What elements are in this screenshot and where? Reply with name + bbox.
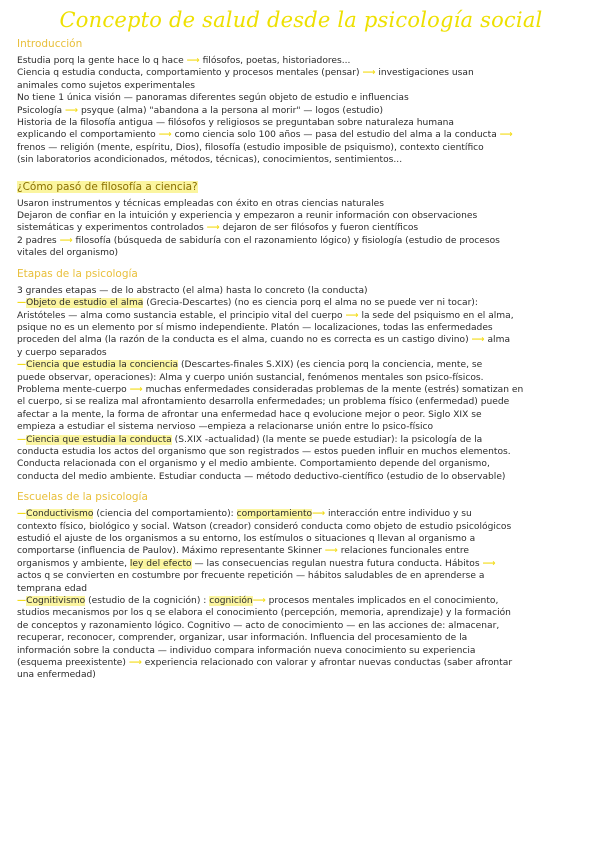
note-line [17, 657, 585, 669]
note-line [17, 434, 585, 446]
section-heading: ¿Cómo pasó de filosofía a ciencia? [17, 180, 198, 193]
note-text: estudió el ajuste de los organismos a su entorno, los estímulos o situaciones q llevan al organismo a [17, 534, 476, 544]
note-line [17, 372, 585, 384]
note-text: animales como sujetos experimentales [17, 80, 195, 91]
note-text: empieza a estudiar el sistema nervioso —empieza a relacionarse unión entre lo psico-físico [17, 422, 434, 433]
note-text: Ciencia q estudia conducta, comportamiento y procesos mentales (pensar) [17, 68, 363, 79]
note-text: sistemáticas y experimentos controlados [17, 223, 207, 234]
arrow-icon: — [17, 509, 27, 520]
note-text: actos q se convierten en costumbre por frecuente repetición — hábitos saludables de en aprenderse a [17, 571, 485, 582]
note-line [17, 396, 585, 408]
note-text: Psicología [17, 105, 66, 116]
note-line [17, 285, 585, 297]
note-text: procesos mentales implicados en el conocimiento, [265, 596, 499, 607]
section-4 [17, 491, 585, 682]
section-2 [17, 175, 585, 260]
note-line [17, 446, 585, 458]
note-text: Estudia porq la gente hace lo q hace [17, 56, 187, 66]
note-text: (sin laboratorios acondicionados, métodos, técnicas), conocimientos, sentimientos... [17, 155, 403, 166]
note-line [17, 322, 585, 334]
note-line [17, 471, 585, 483]
note-text: vitales del organismo) [17, 248, 119, 259]
note-line [17, 210, 585, 222]
note-text: puede observar, operaciones): Alma y cuerpo unión sustancial, fenómenos mentales son psico-físicos. [17, 372, 484, 383]
note-text: (estudio de la cognición) : [85, 596, 210, 607]
note-line [17, 583, 585, 595]
note-text: (esquema preexistente) [17, 658, 129, 669]
note-line [17, 359, 585, 371]
note-line [17, 632, 585, 644]
arrow-icon: — [17, 360, 27, 371]
note-text: y cuerpo separados [17, 347, 107, 358]
note-line [17, 558, 585, 570]
note-line [17, 247, 585, 259]
note-text: contexto físico, biológico y social. Watson (creador) consideró conducta como objeto de estudio psicológicos [17, 521, 512, 532]
note-line [17, 645, 585, 657]
note-line [17, 55, 585, 67]
section-3 [17, 268, 585, 484]
note-text: la sede del psiquismo en el alma, [358, 310, 514, 321]
note-text: (ciencia del comportamiento): [93, 509, 237, 520]
note-text: Conducta relacionada con el organismo y el medio ambiente. Comportamiento depende del organismo, [17, 459, 490, 470]
note-line [17, 80, 585, 92]
note-text: temprana edad [17, 583, 88, 594]
note-text: Dejaron de confiar en la intuición y experiencia y empezaron a reunir información con observaciones [17, 211, 478, 222]
note-text: muchas enfermedades consideradas problemas de la mente (estrés) somatizan en [142, 384, 524, 395]
note-text: relaciones funcionales entre [337, 546, 470, 557]
arrow-icon: — [17, 434, 27, 445]
section-heading: Escuelas de la psicología [17, 491, 148, 504]
note-text: Aristóteles — alma como sustancia estable, el principio vital del cuerpo [17, 310, 346, 321]
highlighted-term: Ciencia que estudia la conciencia [26, 360, 179, 371]
note-text: (Grecia-Descartes) (no es ciencia porq el alma no se puede ver ni tocar): [143, 298, 478, 309]
arrow-icon: ⟶ [158, 130, 172, 141]
section-heading: Etapas de la psicología [17, 267, 138, 280]
note-line [17, 67, 585, 79]
note-text: investigaciones usan [375, 68, 474, 79]
note-text: 3 grandes etapas — de lo abstracto (el alma) hasta lo concreto (la conducta) [17, 285, 368, 296]
note-text: filosofía (búsqueda de sabiduría con el razonamiento lógico) y fisiología (estudio de procesos [72, 235, 500, 246]
arrow-icon: ⟶ [482, 558, 496, 569]
note-text: como ciencia solo 100 años — pasa del estudio del alma a la conducta [171, 130, 500, 141]
note-text: una enfermedad) [17, 670, 96, 681]
arrow-icon: — [17, 298, 27, 309]
note-line [17, 521, 585, 533]
note-text: de conceptos y razonamiento lógico. Cognitivo — acto de conocimiento — en las acciones de: almacenar, [17, 620, 500, 631]
note-text: información sobre la conducta — individuo compara información nueva conocimiento su experiencia [17, 645, 476, 656]
note-text: frenos — religión (mente, espíritu, Dios), filosofía (estudio imposible de psiquismo), contexto científico [17, 142, 484, 153]
arrow-icon: ⟶ [312, 509, 326, 520]
note-line [17, 142, 585, 154]
note-line [17, 458, 585, 470]
note-text: conducta estudia los actos del organismo que son registrados — estos pueden influir en muchos elementos. [17, 446, 511, 457]
note-text: studios mecanismos por los q se elabora el conocimiento (percepción, memoria, aprendizaje) y la formación [17, 608, 511, 619]
note-line [17, 533, 585, 545]
arrow-icon: ⟶ [499, 130, 513, 141]
note-text: alma [484, 335, 511, 346]
note-line [17, 334, 585, 346]
highlighted-term: Objeto de estudio el alma [26, 298, 144, 309]
arrow-icon: ⟶ [471, 335, 485, 346]
note-line [17, 347, 585, 359]
notes-content [17, 38, 585, 682]
note-text: explicando el comportamiento [17, 130, 159, 141]
note-line [17, 384, 585, 396]
note-line [17, 508, 585, 520]
note-text: Historia de la filosofía antigua — filósofos y religiosos se preguntaban sobre naturaleza humana [17, 118, 454, 129]
note-text: Usaron instrumentos y técnicas empleadas con éxito en otras ciencias naturales [17, 198, 384, 209]
note-line [17, 198, 585, 210]
arrow-icon: ⟶ [65, 105, 79, 116]
note-line [17, 669, 585, 681]
note-text: conducta del medio ambiente. Estudiar conducta — método deductivo-científico (estudio de lo observable) [17, 471, 506, 482]
note-text: recuperar, reconocer, comprender, organizar, usar información. Influencia del procesamiento de la [17, 633, 468, 644]
note-text: psyque (alma) "abandona a la persona al morir" — logos (estudio) [78, 105, 384, 116]
arrow-icon: ⟶ [252, 596, 266, 607]
note-line [17, 129, 585, 141]
note-line [17, 105, 585, 117]
note-line [17, 154, 585, 166]
note-line [17, 570, 585, 582]
page-title: Concepto de salud desde la psicología social [59, 8, 543, 32]
highlighted-term: comportamiento [236, 509, 313, 520]
note-text: el cuerpo, si se realiza mal afrontamiento desarrolla enfermedades; un problema físico (enfermedad) puede [17, 397, 510, 408]
note-text: filósofos, poetas, historiadores... [199, 56, 351, 66]
note-text: comportarse (influencia de Paulov). Máximo representante Skinner [17, 546, 325, 557]
note-text: experiencia relacionado con valorar y afrontar nuevas conductas (saber afrontar [141, 658, 513, 669]
note-line [17, 421, 585, 433]
note-text: organismos y ambiente, [17, 558, 130, 569]
note-line [17, 235, 585, 247]
note-text: proceden del alma (la razón de la conducta es el alma, cuando no es correcta es un castigo divino) [17, 335, 472, 346]
section-1 [17, 38, 585, 167]
note-line [17, 595, 585, 607]
arrow-icon: — [17, 596, 27, 607]
note-line [17, 409, 585, 421]
highlighted-term: Ciencia que estudia la conducta [26, 434, 172, 445]
arrow-icon: ⟶ [206, 223, 220, 234]
note-text: (S.XIX -actualidad) (la mente se puede estudiar): la psicología de la [171, 434, 483, 445]
note-line [17, 607, 585, 619]
arrow-icon: ⟶ [362, 68, 376, 79]
note-line [17, 117, 585, 129]
note-line [17, 92, 585, 104]
arrow-icon: ⟶ [186, 56, 200, 66]
note-text: — las consecuencias regulan nuestra futura conducta. Hábitos [191, 558, 483, 569]
note-text: interacción entre individuo y su [325, 509, 472, 520]
arrow-icon: ⟶ [324, 546, 338, 557]
note-line [17, 545, 585, 557]
arrow-icon: ⟶ [128, 658, 142, 669]
highlighted-term: Cognitivismo [26, 596, 86, 607]
note-text: No tiene 1 única visión — panoramas diferentes según objeto de estudio e influencias [17, 93, 409, 104]
note-text: psique no es un elemento por sí mismo independiente. Platón — localizaciones, todas las enfermedades [17, 322, 493, 333]
highlighted-term: Conductivismo [26, 509, 94, 520]
note-text: (Descartes-finales S.XIX) (es ciencia porq la conciencia, mente, se [178, 360, 483, 371]
note-text: 2 padres [17, 235, 60, 246]
note-text: afectar a la mente, la forma de afrontar una enfermedad hace q evolucione mejor o peor. Siglo XIX se [17, 409, 482, 420]
highlighted-term: cognición [209, 596, 253, 607]
note-line [17, 297, 585, 309]
section-heading: Introducción [17, 38, 83, 50]
highlighted-term: ley del efecto [129, 558, 192, 569]
note-line [17, 620, 585, 632]
note-text: dejaron de ser filósofos y fueron científicos [219, 223, 419, 234]
note-line [17, 310, 585, 322]
arrow-icon: ⟶ [59, 235, 73, 246]
note-text: Problema mente-cuerpo [17, 384, 130, 395]
note-line [17, 222, 585, 234]
arrow-icon: ⟶ [129, 384, 143, 395]
arrow-icon: ⟶ [345, 310, 359, 321]
